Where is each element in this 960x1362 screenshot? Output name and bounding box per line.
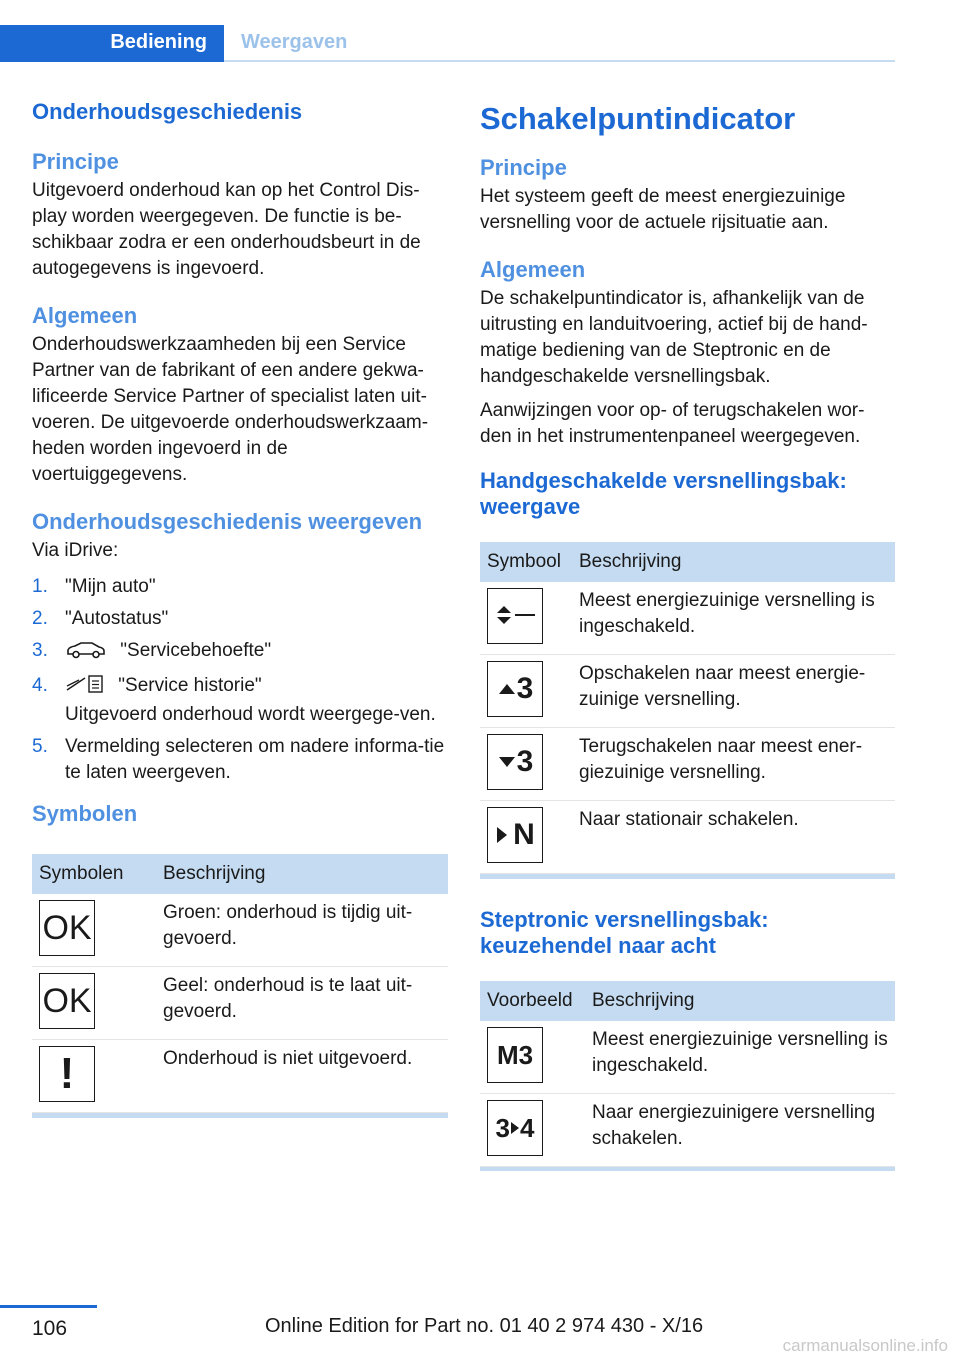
- step-number: 2.: [32, 608, 48, 629]
- table-cell: Groen: onderhoud is tijdig uit-gevoerd.: [156, 894, 448, 967]
- table-row: [480, 1093, 895, 1166]
- table-cell: Naar energiezuinigere versnelling schakelen.: [585, 1093, 895, 1166]
- tab-bediening[interactable]: Bediening: [0, 25, 224, 62]
- downshift-icon: 3: [487, 734, 543, 790]
- table-cell: Geel: onderhoud is te laat uit-gevoerd.: [156, 967, 448, 1040]
- step-number: 4.: [32, 675, 48, 696]
- step-number: 3.: [32, 640, 48, 661]
- watermark: carmanualsonline.info: [782, 1336, 948, 1355]
- heading-weergeven: Onderhoudsgeschiedenis weergeven: [32, 509, 423, 534]
- heading-algemeen: Algemeen: [480, 257, 586, 282]
- table-row: [32, 1040, 448, 1113]
- step-number: 1.: [32, 576, 48, 597]
- step-text: "Servicebehoefte": [120, 640, 272, 661]
- principe-text: Het systeem geeft de meest energiezuinige versnelling voor de actuele rijsituatie aan.: [480, 186, 846, 233]
- step-text: "Autostatus": [65, 608, 169, 629]
- symbolen-table: [32, 854, 448, 1118]
- page-number: 106: [32, 1317, 68, 1340]
- table-row: [480, 582, 895, 655]
- via-idrive-text: Via iDrive:: [32, 540, 119, 561]
- page-number-rule: [0, 1305, 97, 1308]
- service-history-icon: [65, 674, 105, 702]
- optimal-gear-icon: [487, 588, 543, 644]
- table-footer-bar: [32, 1113, 448, 1118]
- section-title-onderhoudsgeschiedenis: Onderhoudsgeschiedenis: [32, 99, 303, 124]
- ok-green-icon: OK: [39, 900, 95, 956]
- list-item: [32, 574, 448, 600]
- step-text: "Service historie": [118, 675, 262, 696]
- table-cell: Terugschakelen naar meest ener-giezuinige versnelling.: [572, 728, 895, 801]
- idrive-steps: [32, 574, 448, 786]
- table-footer-bar: [480, 1166, 895, 1171]
- list-item: [32, 606, 448, 632]
- heading-symbolen: Symbolen: [32, 801, 138, 826]
- table-header-row: [480, 542, 895, 582]
- principe-text: Uitgevoerd onderhoud kan op het Control Dis-play worden weergegeven. De functie is be-schikbaar zodra er een onderhoudsbeurt in de autogegevens is ingevoerd.: [32, 180, 421, 279]
- step-number: 5.: [32, 736, 48, 757]
- section-title-schakelpuntindicator: Schakelpuntindicator: [480, 101, 796, 136]
- ok-yellow-icon: OK: [39, 973, 95, 1029]
- car-icon: [65, 641, 107, 667]
- column-header: Symbool: [480, 542, 572, 582]
- handgeschakeld-table: [480, 542, 895, 879]
- shift-3-4-icon: 3 4: [487, 1100, 543, 1156]
- step-text: Vermelding selecteren om nadere informa-tie te laten weergeven.: [65, 736, 445, 783]
- algemeen-text: De schakelpuntindicator is, afhankelijk van de uitrusting en landuitvoering, actief bij de hand-matige bediening van de Steptronic en de handgeschakelde versnellingsbak.: [480, 288, 868, 387]
- column-header: Beschrijving: [572, 542, 895, 582]
- table-cell: Meest energiezuinige versnelling is ingeschakeld.: [585, 1021, 895, 1094]
- heading-principe: Principe: [32, 149, 119, 174]
- neutral-icon: N: [487, 807, 543, 863]
- column-header: Symbolen: [32, 854, 156, 894]
- heading-steptronic: Steptronic versnellingsbak: keuzehendel naar acht: [480, 906, 769, 958]
- table-cell: Meest energiezuinige versnelling is ingeschakeld.: [572, 582, 895, 655]
- m3-icon: M3: [487, 1027, 543, 1083]
- table-row: [480, 728, 895, 801]
- table-header-row: [480, 981, 895, 1021]
- edition-text: Online Edition for Part no. 01 40 2 974 430 - X/16: [265, 1315, 704, 1337]
- table-row: [32, 967, 448, 1040]
- list-item: [32, 673, 448, 728]
- table-row: [32, 894, 448, 967]
- table-row: [480, 655, 895, 728]
- step-text: "Mijn auto": [65, 576, 156, 597]
- list-item: [32, 734, 448, 786]
- table-header-row: [32, 854, 448, 894]
- table-row: [480, 801, 895, 874]
- heading-principe: Principe: [480, 155, 567, 180]
- step-subtext: Uitgevoerd onderhoud wordt weergege-ven.: [65, 704, 436, 725]
- tab-weergaven[interactable]: Weergaven: [241, 31, 348, 53]
- list-item: [32, 638, 448, 667]
- exclamation-icon: !: [39, 1046, 95, 1102]
- chapter-tabbar: [0, 25, 895, 62]
- algemeen-text-2: Aanwijzingen voor op- of terugschakelen wor-den in het instrumentenpaneel weergegeven.: [480, 400, 865, 447]
- column-header: Voorbeeld: [480, 981, 585, 1021]
- table-row: [480, 1021, 895, 1094]
- right-column: [480, 98, 895, 1171]
- heading-handgeschakelde: Handgeschakelde versnellingsbak: weergave: [480, 468, 847, 519]
- column-header: Beschrijving: [156, 854, 448, 894]
- table-cell: Naar stationair schakelen.: [572, 801, 895, 874]
- steptronic-table: [480, 981, 895, 1172]
- table-footer-bar: [480, 874, 895, 879]
- left-column: [32, 98, 448, 1118]
- column-header: Beschrijving: [585, 981, 895, 1021]
- table-cell: Opschakelen naar meest energie-zuinige versnelling.: [572, 655, 895, 728]
- algemeen-text: Onderhoudswerkzaamheden bij een Service Partner van de fabrikant of een andere gekwa-lificeerde Service Partner of specialist laten uit-voeren. De uitgevoerde onderhoudswerkzaam-heden worden ingevoerd in de voertuiggegevens.: [32, 334, 429, 485]
- upshift-icon: 3: [487, 661, 543, 717]
- table-cell: Onderhoud is niet uitgevoerd.: [156, 1040, 448, 1113]
- heading-algemeen: Algemeen: [32, 303, 138, 328]
